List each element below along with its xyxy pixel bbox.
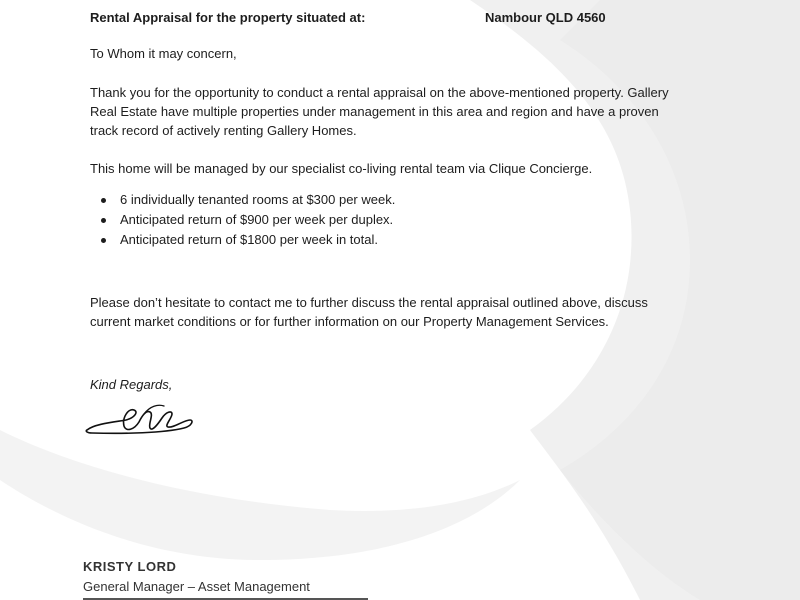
return-list bbox=[90, 190, 395, 250]
list-item: Anticipated return of $900 per week per duplex. bbox=[120, 210, 395, 230]
list-item: Anticipated return of $1800 per week in total. bbox=[120, 230, 395, 250]
salutation: To Whom it may concern, bbox=[90, 46, 237, 61]
intro-paragraph: Thank you for the opportunity to conduct a rental appraisal on the above-mentioned property. Gallery Real Estate have multiple properties under management in this area and region and have a proven track record of actively renting Gallery Homes. bbox=[90, 85, 669, 138]
management-paragraph: This home will be managed by our specialist co-living rental team via Clique Concierge. bbox=[90, 161, 593, 176]
heading-label: Rental Appraisal for the property situated at: bbox=[90, 10, 366, 25]
contact-paragraph: Please don’t hesitate to contact me to further discuss the rental appraisal outlined above, discuss current market conditions or for further information on our Property Management Services. bbox=[90, 295, 648, 329]
signatory-name: KRISTY LORD bbox=[83, 559, 177, 574]
closing-line: Kind Regards, bbox=[90, 377, 173, 392]
handwritten-signature bbox=[84, 400, 199, 440]
signatory-title: General Manager – Asset Management bbox=[83, 579, 310, 594]
property-address: Nambour QLD 4560 bbox=[485, 10, 606, 25]
list-item: 6 individually tenanted rooms at $300 per week. bbox=[120, 190, 395, 210]
